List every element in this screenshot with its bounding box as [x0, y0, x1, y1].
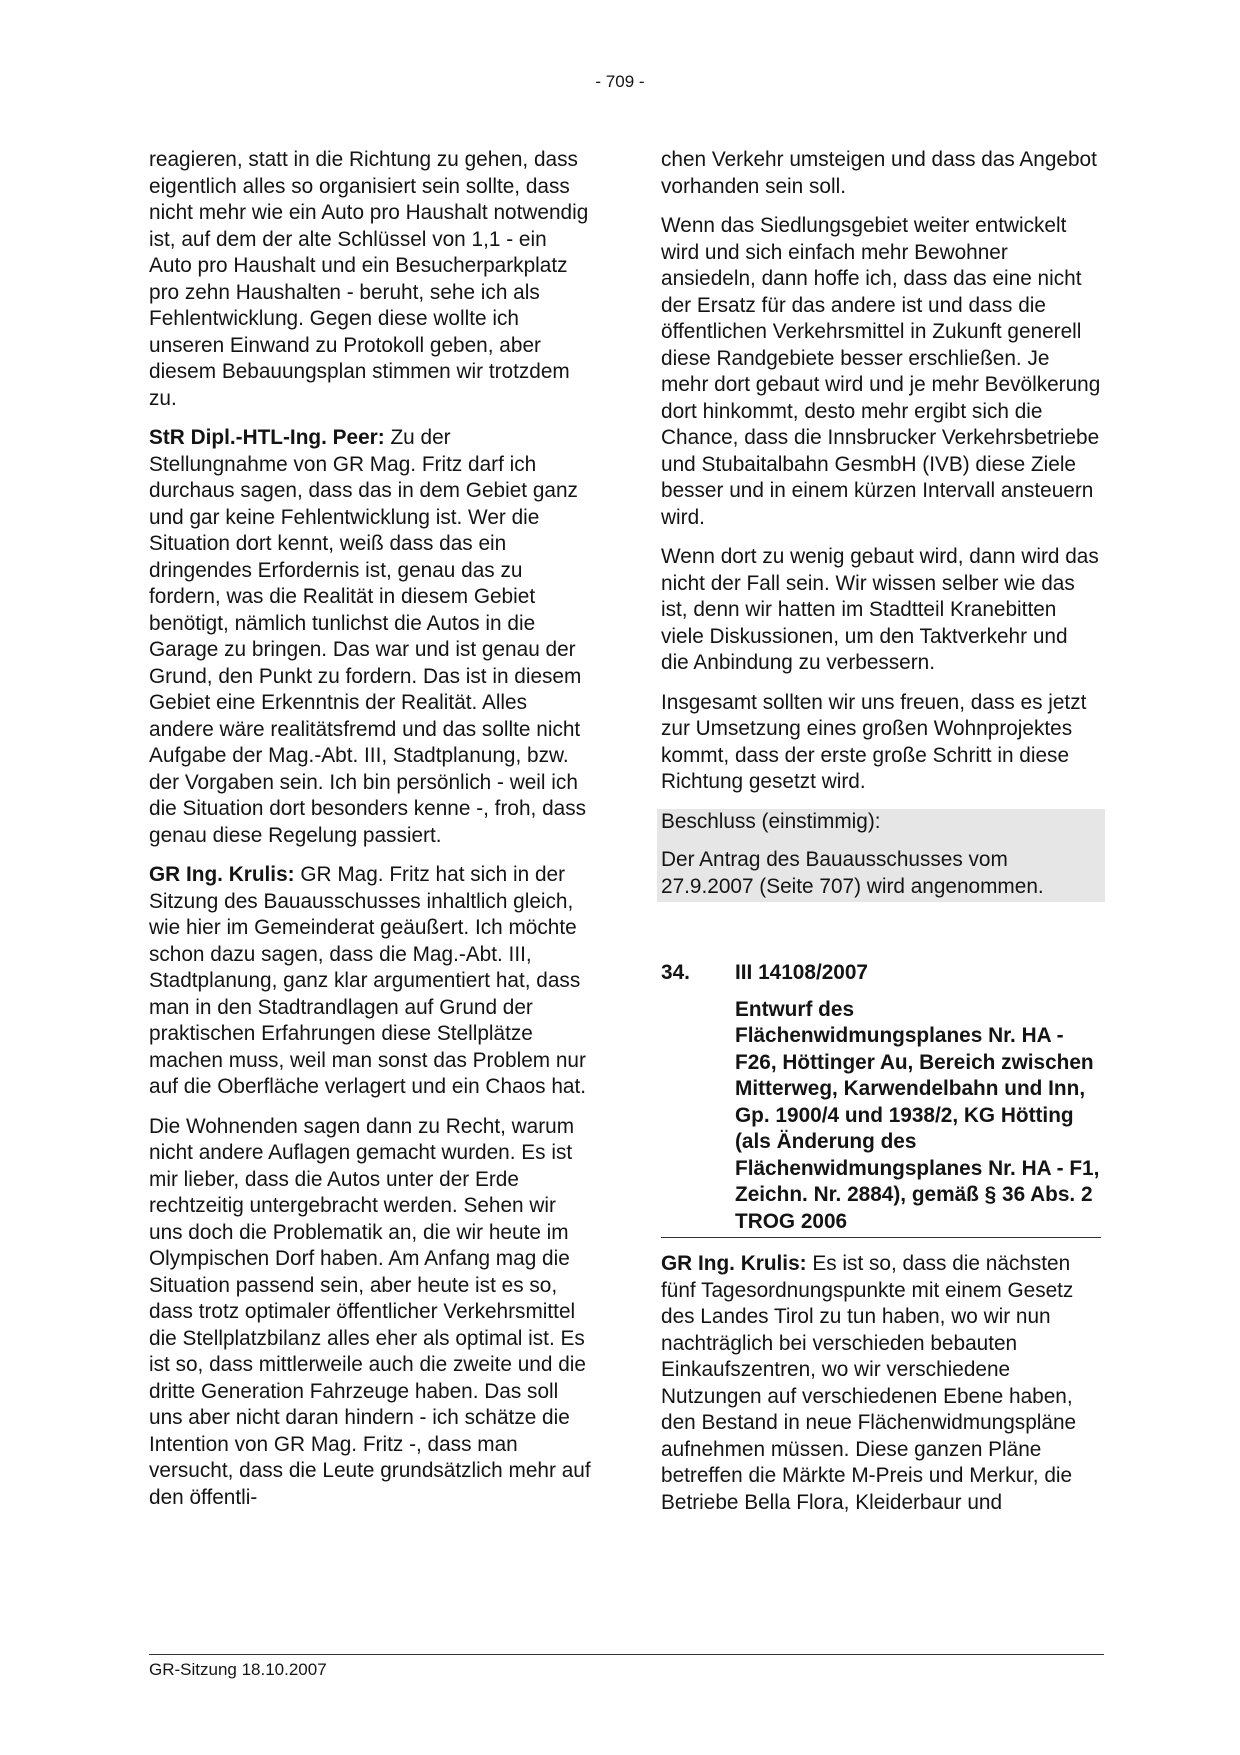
speech-text: Zu der Stellungnahme von GR Mag. Fritz darf ich durchaus sagen, dass das in dem Gebiet ganz und gar keine Fehlentwicklung ist. Wer die Situation dort kennt, weiß dass das ein dringendes Erfordernis ist, genau das zu fordern, was die Realität in diesem Gebiet benötigt, nämlich tunlichst die Autos in die Garage zu bringen. Das war und ist genau der Grund, den Punkt zu fordern. Das ist in diesem Gebiet eine Erkenntnis der Realität. Alles andere wäre realitätsfremd und das sollte nicht Aufgabe der Mag.-Abt. III, Stadtplanung, bzw. der Vorgaben sein. Ich bin persönlich - weil ich die Situation dort besonders kenne -, froh, dass genau diese Regelung passiert.	[149, 426, 586, 847]
paragraph: Wenn dort zu wenig gebaut wird, dann wird das nicht der Fall sein. Wir wissen selber wie das ist, denn wir hatten im Stadtteil Kranebitten viele Diskussionen, um den Taktverkehr und die Anbindung zu verbessern.	[661, 545, 1099, 674]
agenda-number: 34.	[661, 961, 690, 984]
speaker-name: GR Ing. Krulis:	[661, 1252, 807, 1275]
agenda-reference: III 14108/2007	[735, 961, 868, 984]
resolution-box	[657, 809, 1105, 903]
speaker-name: StR Dipl.-HTL-Ing. Peer:	[149, 426, 385, 449]
speech-krulis-2	[661, 1251, 1101, 1516]
page-number: - 709 -	[595, 72, 645, 91]
speech-text: Es ist so, dass die nächsten fünf Tagesordnungspunkte mit einem Gesetz des Landes Tirol zu tun haben, wo wir nun nachträglich bei verschieden bebauten Einkaufszentren, wo wir verschiedene Nutzungen auf verschiedenen Ebene haben, den Bestand in neue Flächenwidmungspläne aufnehmen müssen. Diese ganzen Pläne betreffen die Märkte M-Preis und Merkur, die Betriebe Bella Flora, Kleiderbaur und	[661, 1252, 1077, 1514]
left-column	[149, 147, 594, 1524]
paragraph: chen Verkehr umsteigen und dass das Angebot vorhanden sein soll.	[661, 148, 1097, 198]
resolution-text: Der Antrag des Bauausschusses vom 27.9.2007 (Seite 707) wird angenommen.	[661, 848, 1044, 898]
paragraph: reagieren, statt in die Richtung zu gehen, dass eigentlich alles so organisiert sein sollte, dass nicht mehr wie ein Auto pro Haushalt notwendig ist, auf dem der alte Schlüssel von 1,1 - ein Auto pro Haushalt und ein Besucherparkplatz pro zehn Haushalten - beruht, sehe ich als Fehlentwicklung. Gegen diese wollte ich unseren Einwand zu Protokoll geben, aber diesem Bebauungsplan stimmen wir trotzdem zu.	[149, 148, 589, 410]
footer-divider	[149, 1654, 1104, 1655]
speaker-name: GR Ing. Krulis:	[149, 863, 295, 886]
speech-peer	[149, 425, 594, 849]
paragraph: Wenn das Siedlungsgebiet weiter entwickelt wird und sich einfach mehr Bewohner ansiedeln, dann hoffe ich, dass das eine nicht der Ersatz für das andere ist und dass die öffentlichen Verkehrsmittel in Zukunft generell diese Randgebiete besser erschließen. Je mehr dort gebaut wird und je mehr Bevölkerung dort hinkommt, desto mehr ergibt sich die Chance, dass die Innsbrucker Verkehrsbetriebe und Stubaitalbahn GesmbH (IVB) diese Ziele besser und in einem kürzen Intervall ansteuern wird.	[661, 214, 1101, 529]
speech-text: GR Mag. Fritz hat sich in der Sitzung des Bauausschusses inhaltlich gleich, wie hier im Gemeinderat geäußert. Ich möchte schon dazu sagen, dass die Mag.-Abt. III, Stadtplanung, ganz klar argumentiert hat, dass man in den Stadtrandlagen auf Grund der praktischen Erfahrungen diese Stellplätze machen muss, weil man sonst das Problem nur auf die Oberfläche verlagert und ein Chaos hat.	[149, 863, 587, 1098]
agenda-item	[661, 960, 1101, 1238]
agenda-header	[661, 960, 1101, 987]
agenda-title: Entwurf des Flächenwidmungsplanes Nr. HA - F26, Höttinger Au, Bereich zwischen Mitterweg, Karwendelbahn und Inn, Gp. 1900/4 und 1938/2, KG Hötting (als Änderung des Flächenwidmungsplanes Nr. HA - F1, Zeichn. Nr. 2884), gemäß § 36 Abs. 2 TROG 2006	[735, 997, 1100, 1233]
footer-text: GR-Sitzung 18.10.2007	[149, 1660, 327, 1679]
right-column	[661, 147, 1101, 1529]
paragraph: Die Wohnenden sagen dann zu Recht, warum nicht andere Auflagen gemacht wurden. Es ist mir lieber, dass die Autos unter der Erde rechtzeitig untergebracht werden. Sehen wir uns doch die Problematik an, die wir heute im Olympischen Dorf haben. Am Anfang mag die Situation passend sein, aber heute ist es so, dass trotz optimaler öffentlicher Verkehrsmittel die Stellplatzbilanz alles eher als optimal ist. Es ist so, dass mittlerweile auch die zweite und die dritte Generation Fahrzeuge haben. Das soll uns aber nicht daran hindern - ich schätze die Intention von GR Mag. Fritz -, dass man versucht, dass die Leute grundsätzlich mehr auf den öffentli-	[149, 1114, 591, 1509]
paragraph: Insgesamt sollten wir uns freuen, dass es jetzt zur Umsetzung eines großen Wohnprojektes kommt, dass der erste große Schritt in diese Richtung gesetzt wird.	[661, 690, 1087, 793]
resolution-heading: Beschluss (einstimmig):	[661, 809, 881, 833]
speech-krulis	[149, 862, 594, 1101]
